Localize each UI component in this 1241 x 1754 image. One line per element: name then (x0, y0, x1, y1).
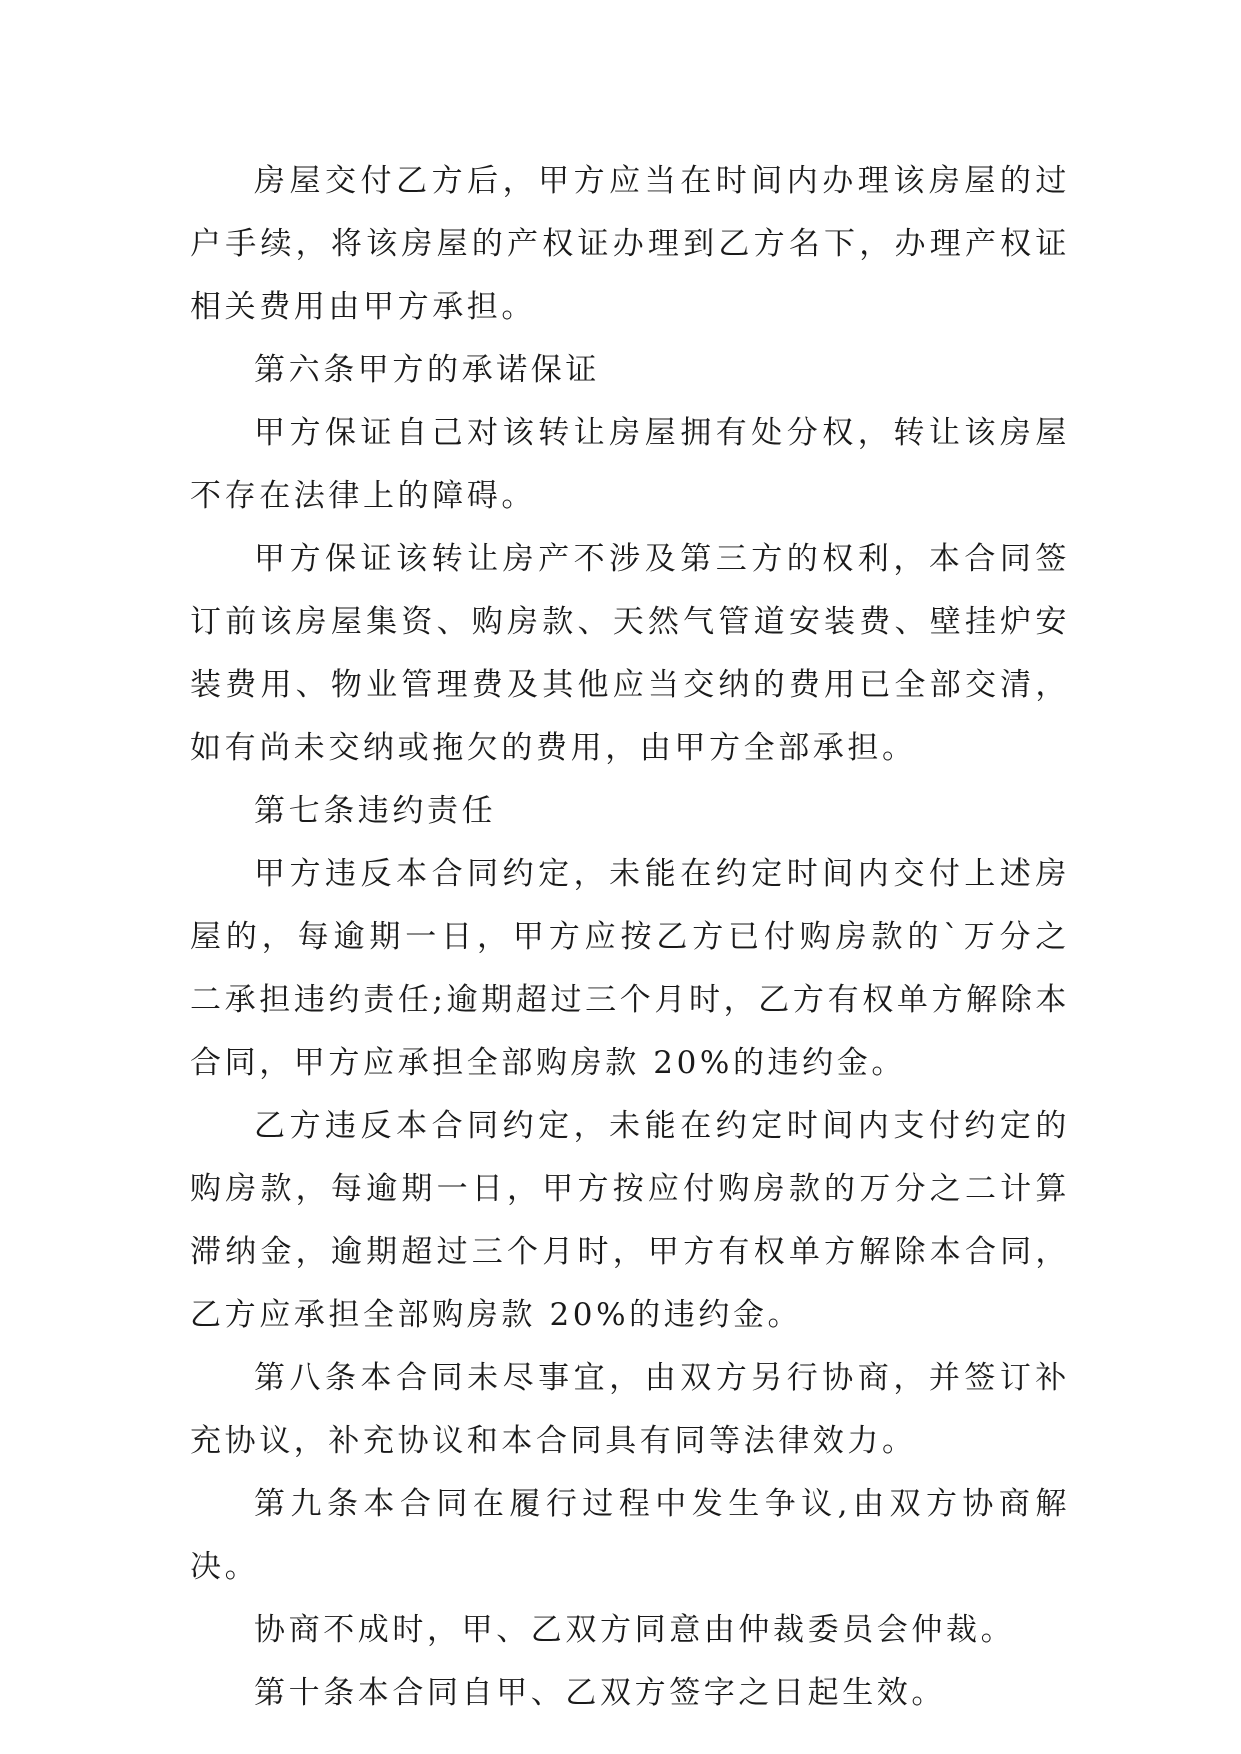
heading-article-6: 第六条甲方的承诺保证 (254, 352, 600, 388)
paragraph-article-9: 第九条本合同在履行过程中发生争议,由双方协商解决。 (190, 1486, 1070, 1585)
paragraph-transfer-procedure: 房屋交付乙方后，甲方应当在时间内办理该房屋的过户手续，将该房屋的产权证办理到乙方名下，办理产权证相关费用由甲方承担。 (190, 163, 1070, 325)
paragraph-third-party-rights: 甲方保证该转让房产不涉及第三方的权利，本合同签订前该房屋集资、购房款、天然气管道安装费、壁挂炉安装费用、物业管理费及其他应当交纳的费用已全部交清，如有尚未交纳或拖欠的费用，由甲方全部承担。 (190, 541, 1070, 766)
paragraph-party-a-breach: 甲方违反本合同约定，未能在约定时间内交付上述房屋的，每逾期一日，甲方应按乙方已付购房款的`万分之二承担违约责任;逾期超过三个月时，乙方有权单方解除本合同，甲方应承担全部购房款 20%的违约金。 (190, 856, 1070, 1081)
paragraph-article-10: 第十条本合同自甲、乙双方签字之日起生效。 (254, 1675, 946, 1711)
paragraph-arbitration: 协商不成时，甲、乙双方同意由仲裁委员会仲裁。 (254, 1612, 1016, 1648)
paragraph-disposal-right: 甲方保证自己对该转让房屋拥有处分权，转让该房屋不存在法律上的障碍。 (190, 415, 1070, 514)
paragraph-article-8: 第八条本合同未尽事宜，由双方另行协商，并签订补充协议，补充协议和本合同具有同等法律效力。 (190, 1360, 1070, 1459)
document-page (190, 150, 1070, 1725)
heading-article-7: 第七条违约责任 (254, 793, 497, 829)
paragraph-party-b-breach: 乙方违反本合同约定，未能在约定时间内支付约定的购房款，每逾期一日，甲方按应付购房款的万分之二计算滞纳金，逾期超过三个月时，甲方有权单方解除本合同，乙方应承担全部购房款 20%的违约金。 (190, 1108, 1070, 1333)
